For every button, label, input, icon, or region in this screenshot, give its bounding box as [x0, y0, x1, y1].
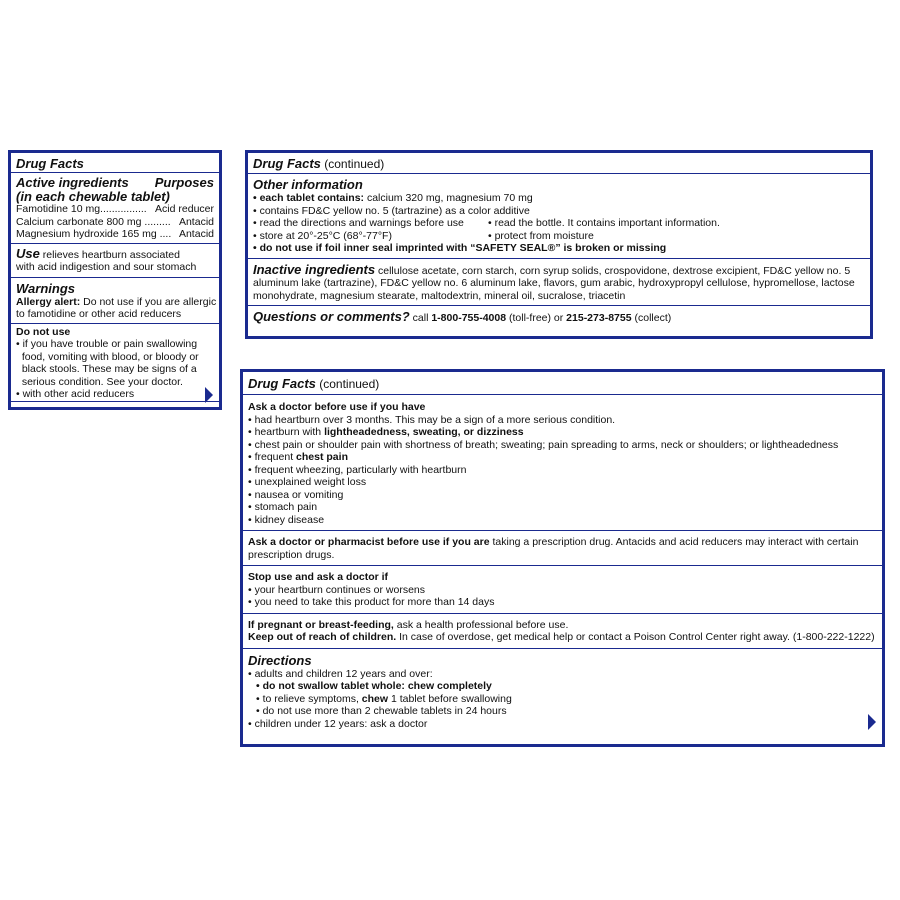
each-tablet-text: calcium 320 mg, magnesium 70 mg: [364, 192, 533, 204]
ask-doctor-item: • nausea or vomiting: [248, 488, 344, 501]
ingredient-name: Famotidine 10 mg................: [16, 203, 147, 215]
ask-doctor-item: • frequent wheezing, particularly with heartburn: [248, 463, 467, 476]
stop-use-section: [243, 566, 882, 614]
ingredient-row: [16, 203, 214, 216]
purposes-header: Purposes: [154, 175, 214, 190]
questions-header: Questions or comments?: [253, 309, 410, 324]
continue-arrow-icon: [205, 387, 213, 403]
warnings-section: [11, 278, 219, 324]
do-not-use-item: black stools. These may be signs of a: [16, 363, 197, 375]
drug-facts-title: Drug Facts: [248, 376, 316, 391]
active-ingredients-header-row: [16, 175, 214, 190]
per-tablet-note: (in each chewable tablet): [16, 189, 170, 204]
other-information-section: [248, 174, 870, 259]
ingredient-purpose: Acid reducer: [155, 203, 214, 215]
direction-item: • children under 12 years: ask a doctor: [248, 717, 428, 730]
direction-item-bold: chew: [361, 692, 389, 705]
drug-facts-title: Drug Facts: [16, 156, 84, 171]
use-text-cont: with acid indigestion and sour stomach: [16, 261, 197, 273]
ingredient-row: [16, 228, 214, 241]
directions-section: [243, 649, 882, 731]
direction-item: • adults and children 12 years and over:: [248, 667, 433, 680]
do-not-use-item: serious condition. See your doctor.: [16, 375, 183, 388]
ask-doctor-item-prefix: • heartburn with: [248, 426, 325, 438]
title-section: [11, 153, 219, 173]
directions-header: Directions: [248, 652, 312, 668]
direction-item: • do not swallow tablet whole: chew completely: [256, 680, 492, 692]
ingredient-purpose: Antacid: [178, 215, 214, 228]
questions-mid-text: (toll-free) or: [506, 312, 567, 324]
direction-item: [248, 693, 877, 706]
read-row: [253, 217, 865, 230]
pharmacist-section: [243, 531, 882, 566]
continue-arrow-icon: [868, 714, 876, 730]
direction-item: • do not use more than 2 chewable tablets in 24 hours: [256, 705, 507, 717]
allergy-alert-text-cont: to famotidine or other acid reducers: [16, 308, 182, 320]
pregnancy-section: [243, 614, 882, 649]
protect-moisture: • protect from moisture: [488, 229, 594, 242]
pregnancy-label: If pregnant or breast-feeding,: [248, 618, 394, 631]
ingredient-row: [16, 216, 214, 229]
ingredient-name: Calcium carbonate 800 mg .........: [16, 215, 171, 228]
allergy-alert-label: Allergy alert:: [16, 295, 81, 308]
do-not-use-item: food, vomiting with blood, or bloody or: [16, 350, 199, 363]
questions-section: [248, 306, 870, 327]
pharmacist-header: Ask a doctor or pharmacist before use if you are: [248, 536, 490, 548]
drug-facts-title: Drug Facts: [253, 156, 321, 171]
active-ingredients-header: Active ingredients: [16, 175, 129, 190]
inactive-ingredients-text-cont: aluminum lake (tartrazine), FD&C yellow no. 6 aluminum lake, flavors, gum arabic, hydroxypropyl cellulose, hypromellose, lactose: [253, 277, 855, 289]
ask-doctor-item: [248, 426, 877, 439]
direction-item-suffix: 1 tablet before swallowing: [388, 692, 512, 705]
ask-doctor-section: [243, 395, 882, 531]
ingredient-purpose: Antacid: [178, 228, 214, 240]
inactive-ingredients-header: Inactive ingredients: [253, 261, 376, 277]
keep-out-label: Keep out of reach of children.: [248, 631, 397, 643]
ask-doctor-header: Ask a doctor before use if you have: [248, 401, 426, 413]
pharmacist-text: taking a prescription drug. Antacids and acid reducers may interact with certain: [489, 536, 859, 548]
allergy-alert-text: Do not use if you are allergic: [80, 295, 217, 308]
questions-end-text: (collect): [631, 312, 672, 324]
ask-doctor-item: • kidney disease: [248, 513, 325, 526]
questions-call-text: call: [409, 312, 432, 324]
active-ingredients-section: [11, 173, 219, 244]
ingredient-name: Magnesium hydroxide 165 mg ....: [16, 228, 172, 240]
ask-doctor-item: • chest pain or shoulder pain with shortness of breath; sweating; pain spreading to arms, neck or shoulders; or lightheadedness: [248, 438, 839, 451]
ask-doctor-item-prefix: • frequent: [248, 451, 297, 463]
drug-facts-panel-main: [8, 150, 222, 410]
ask-doctor-item: • stomach pain: [248, 501, 318, 513]
store-row: [253, 230, 865, 243]
inactive-ingredients-text-cont: monohydrate, magnesium stearate, maltodextrin, mineral oil, sucralose, triacetin: [253, 289, 626, 302]
drug-facts-panel-continued-2: [240, 369, 885, 747]
read-directions: • read the directions and warnings before use: [253, 217, 464, 229]
direction-item-prefix: • to relieve symptoms,: [256, 692, 362, 705]
keep-out-text: In case of overdose, get medical help or contact a Poison Control Center right away. (1-800-222-1222): [396, 631, 875, 643]
stop-use-header: Stop use and ask a doctor if: [248, 571, 389, 583]
store-temp: • store at 20°-25°C (68°-77°F): [253, 229, 392, 242]
use-text: relieves heartburn associated: [39, 248, 180, 261]
continued-label: (continued): [320, 157, 385, 171]
ask-doctor-item-bold: chest pain: [296, 451, 348, 463]
ask-doctor-item: • unexplained weight loss: [248, 476, 367, 488]
other-information-header: Other information: [253, 177, 363, 192]
seal-warning: • do not use if foil inner seal imprinted with “SAFETY SEAL®” is broken or missing: [253, 242, 667, 254]
fdc-line: • contains FD&C yellow no. 5 (tartrazine) as a color additive: [253, 204, 530, 217]
do-not-use-item: • if you have trouble or pain swallowing: [16, 338, 198, 350]
stop-use-item: • you need to take this product for more than 14 days: [248, 596, 495, 608]
warnings-header: Warnings: [16, 280, 75, 296]
stop-use-item: • your heartburn continues or worsens: [248, 583, 426, 596]
read-bottle: • read the bottle. It contains important information.: [488, 217, 720, 229]
use-section: [11, 244, 219, 278]
do-not-use-item: • with other acid reducers: [16, 388, 135, 400]
each-tablet-label: • each tablet contains:: [253, 192, 365, 204]
use-header: Use: [16, 245, 40, 261]
ask-doctor-item: [248, 451, 877, 464]
ask-doctor-item-bold: lightheadedness, sweating, or dizziness: [324, 426, 524, 438]
title-section: [248, 153, 870, 174]
pharmacist-text-cont: prescription drugs.: [248, 548, 335, 561]
ask-doctor-item: • had heartburn over 3 months. This may be a sign of a more serious condition.: [248, 413, 616, 426]
drug-facts-panel-continued-1: [245, 150, 873, 339]
pregnancy-text: ask a health professional before use.: [393, 618, 569, 631]
continued-label: (continued): [315, 377, 380, 391]
do-not-use-section: [11, 324, 219, 402]
phone-collect: 215-273-8755: [566, 312, 632, 324]
phone-toll-free: 1-800-755-4008: [431, 312, 507, 324]
do-not-use-header: Do not use: [16, 325, 71, 338]
inactive-ingredients-section: [248, 259, 870, 307]
inactive-ingredients-text: cellulose acetate, corn starch, corn syrup solids, crospovidone, dextrose excipient, FD&C yellow no. 5: [375, 264, 851, 277]
title-section: [243, 372, 882, 395]
